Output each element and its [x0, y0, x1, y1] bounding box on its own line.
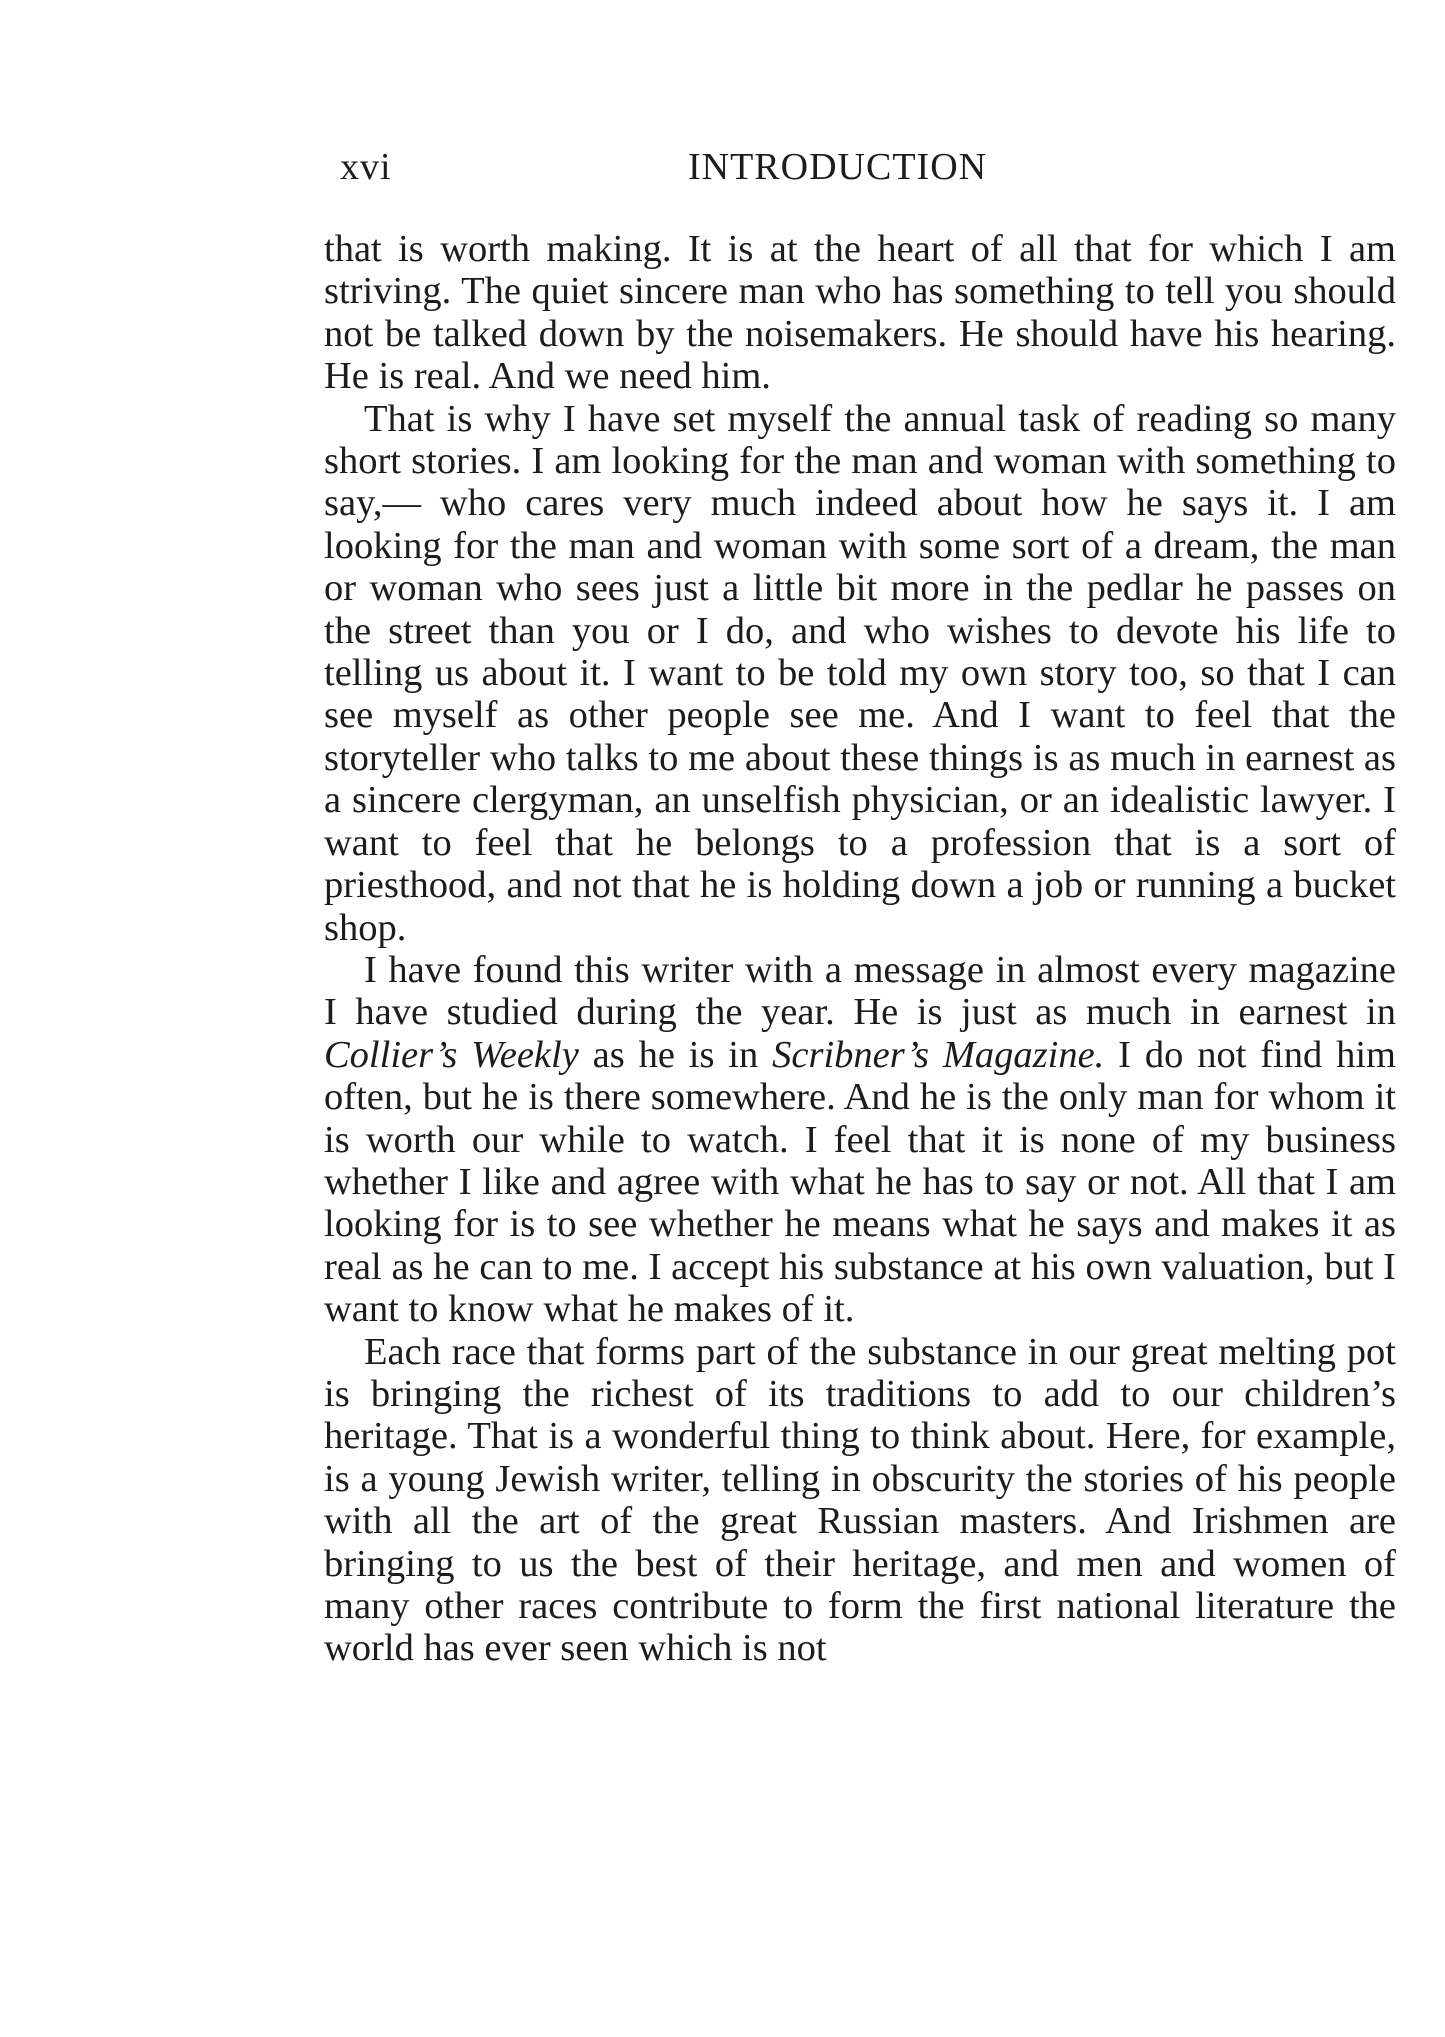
paragraph-text: I have found this writer with a message in almost every magazine I have studied during the year. He is just as much in earnest in — [324, 948, 1396, 1034]
running-head — [340, 142, 1364, 192]
body-text — [324, 228, 1396, 1670]
paragraph — [324, 949, 1396, 1331]
paragraph — [324, 1331, 1396, 1670]
paragraph-continuation — [324, 228, 1396, 398]
paragraph — [324, 398, 1396, 949]
paragraph-text: as he is in — [578, 1033, 773, 1076]
paragraph-text: that is worth making. It is at the heart of all that for which I am striving. The quiet sincere man who has something to tell you should not be talked down by the noisemakers. He should have his hearing. He is real. And we need him. — [324, 228, 1396, 398]
magazine-title: Collier’s Weekly — [324, 1033, 579, 1076]
running-title: INTRODUCTION — [688, 146, 988, 188]
page-number: xvi — [340, 146, 392, 188]
magazine-title: Scribner’s Magazine. — [772, 1033, 1105, 1076]
paragraph-text: That is why I have set myself the annual task of reading so many short stories. I am looking for the man and woman with something to say,— who cares very much indeed about how he says it. I am looking for the man and woman with some sort of a dream, the man or woman who sees just a little bit more in the pedlar he passes on the street than you or I do, and who wishes to devote his life to telling us about it. I want to be told my own story too, so that I can see myself as other people see me. And I want to feel that the storyteller who talks to me about these things is as much in earnest as a sincere clergyman, an unselfish physician, or an idealistic lawyer. I want to feel that he belongs to a profession that is a sort of priesthood, and not that he is holding down a job or running a bucket shop. — [324, 397, 1396, 949]
paragraph-text: I do not find him often, but he is there somewhere. And he is the only man for whom it is worth our while to watch. I feel that it is none of my business whether I like and agree with what he has to say or not. All that I am looking for is to see whether he means what he says and makes it as real as he can to me. I accept his substance at his own valuation, but I want to know what he makes of it. — [324, 1033, 1397, 1331]
paragraph-text: Each race that forms part of the substance in our great melting pot is bringing the richest of its traditions to add to our children’s heritage. That is a wonderful thing to think about. Here, for example, is a young Jewish writer, telling in obscurity the stories of his people with all the art of the great Russian masters. And Irishmen are bringing to us the best of their heritage, and men and women of many other races contribute to form the first national literature the world has ever seen which is not — [324, 1330, 1396, 1670]
